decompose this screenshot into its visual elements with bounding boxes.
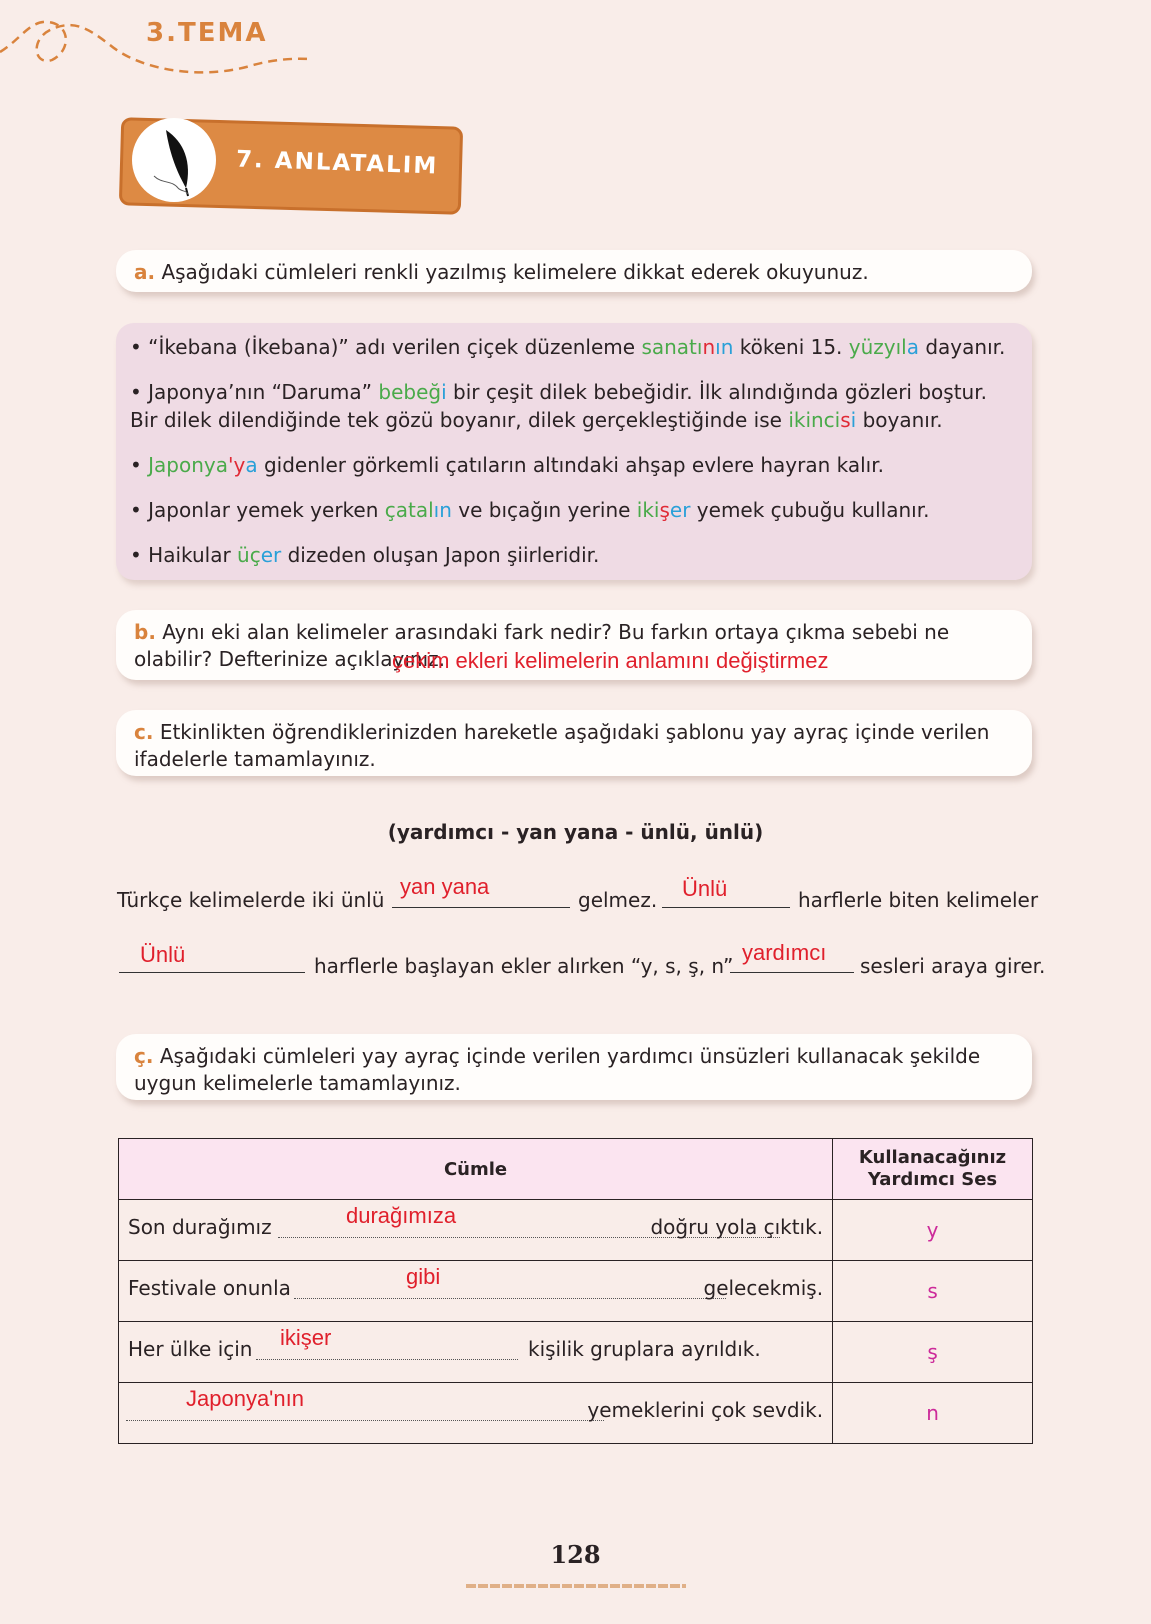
helper-sound: s [833,1261,1033,1322]
task-c-text: Etkinlikten öğrendiklerinizden hareketle aşağıdaki şablonu yay ayraç içinde verilen ifadelerle tamamlayınız. [134,720,990,771]
blank-4-answer: yardımcı [742,940,827,965]
fill-line-2-text-a: harflerle başlayan ekler alırken “y, s, ş, n” [314,954,734,978]
helper-sound: ş [833,1322,1033,1383]
blank-3[interactable] [119,972,305,973]
helper-sound: y [833,1200,1033,1261]
sentence-4: • Japonlar yemek yerken çatalın ve bıçağın yerine ikişer yemek çubuğu kullanır. [130,498,930,522]
blank-2-answer: Ünlü [682,876,728,901]
fill-line-1-text-a: Türkçe kelimelerde iki ünlü [117,888,385,912]
task-cc-text: Aşağıdaki cümleleri yay ayraç içinde verilen yardımcı ünsüzleri kullanacak şekilde uygun kelimelerle tamamlayınız. [134,1044,981,1095]
task-b-label: b. [134,620,156,644]
section-banner [116,118,460,214]
answer-text: Japonya'nın [186,1386,304,1411]
answer-text: ikişer [280,1325,332,1350]
answer-text: durağımıza [346,1203,457,1228]
helper-sound: n [833,1383,1033,1444]
example-sentences-box [116,323,1032,580]
sentence-2: • Japonya’nın “Daruma” bebeği bir çeşit dilek bebeğidir. İlk alındığında gözleri boştur. Bir dilek dilendiğinde tek gözü boyanır, dilek gerçekleştiğinde ise ikincisi boyanır. [130,380,987,432]
task-b-answer[interactable]: çekim ekleri kelimelerin anlamını değiştirmez [392,648,829,673]
task-cc-instruction [116,1034,1032,1100]
page-number: 128 [550,1540,601,1569]
task-b-text: Aynı eki alan kelimeler arasındaki fark nedir? Bu farkın ortaya çıkma sebebi ne olabilir? Defterinize açıklayınız. [134,620,950,671]
sentence-1: • “İkebana (İkebana)” adı verilen çiçek düzenleme sanatının kökeni 15. yüzyıla dayanır. [130,335,1006,359]
table-header-row [119,1139,1033,1200]
fill-line-1-text-c: harflerle biten kelimeler [798,888,1039,912]
feather-quill-icon [132,118,216,202]
header-sentence: Cümle [119,1139,833,1200]
header-helper-sound: Kullanacağınız Yardımcı Ses [833,1139,1033,1200]
section-title: 7. ANLATALIM [235,146,439,180]
theme-title: 3.TEMA [146,18,268,48]
task-a-label: a. [134,260,156,284]
sentence-3: • Japonya'ya gidenler görkemli çatıların altındaki ahşap evlere hayran kalır. [130,453,884,477]
task-a-instruction [116,250,1032,292]
blank-1-answer: yan yana [400,874,490,899]
sentence-5: • Haikular üçer dizeden oluşan Japon şiirleridir. [130,543,600,567]
table-row: Her ülke için ikişer kişilik gruplara ayrıldık. ş [119,1322,1033,1383]
task-c-label: c. [134,720,154,744]
blank-3-answer: Ünlü [140,942,186,967]
table-row: Son durağımız durağımıza doğru yola çıktık. y [119,1200,1033,1261]
helper-sound-table [118,1138,1033,1444]
table-row: Festivale onunla gibi gelecekmiş. s [119,1261,1033,1322]
task-c-instruction [116,710,1032,776]
fill-line-2-text-b: sesleri araya girer. [860,954,1046,978]
blank-2[interactable] [662,907,790,908]
task-b-question [116,610,1032,680]
word-hint: (yardımcı - yan yana - ünlü, ünlü) [387,820,764,844]
answer-blank[interactable] [294,1298,726,1299]
dashed-footer-decoration [466,1582,686,1590]
answer-blank[interactable] [126,1420,604,1421]
table-row: Japonya'nın yemeklerini çok sevdik. n [119,1383,1033,1444]
blank-1[interactable] [392,907,570,908]
answer-blank[interactable] [256,1359,518,1360]
task-a-text: Aşağıdaki cümleleri renkli yazılmış kelimelere dikkat ederek okuyunuz. [161,260,869,284]
fill-line-1-text-b: gelmez. [578,888,658,912]
blank-4[interactable] [730,972,854,973]
answer-text: gibi [406,1264,441,1289]
task-cc-label: ç. [134,1044,154,1068]
